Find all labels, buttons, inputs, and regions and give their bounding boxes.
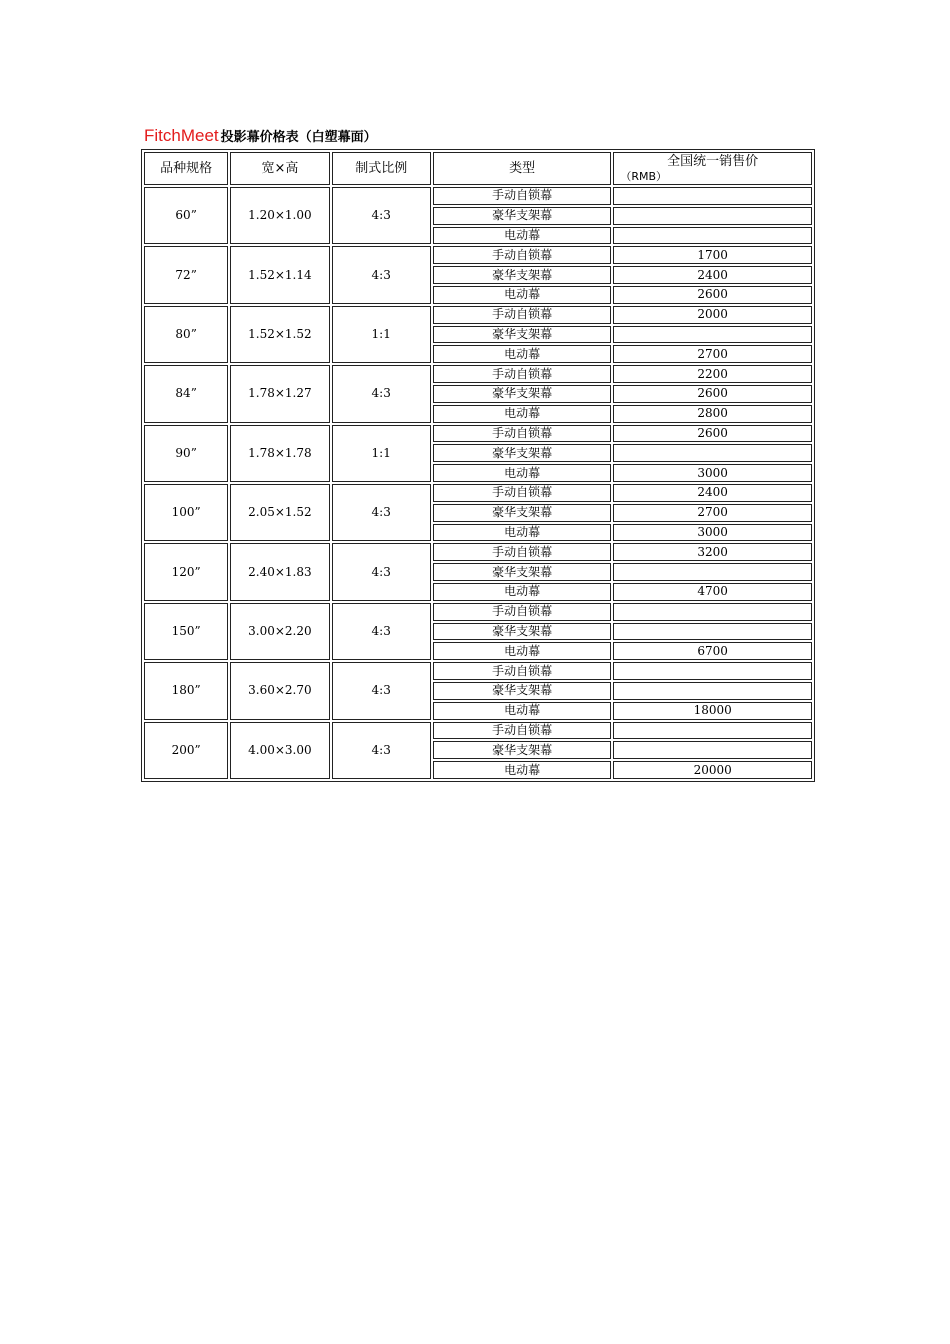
price-cell: 2200 [613,365,812,383]
table-row [144,543,812,561]
type-cell: 手动自锁幕 [433,543,612,561]
ratio-cell: 4:3 [332,246,431,303]
price-cell [613,603,812,621]
ratio-cell: 4:3 [332,662,431,719]
price-cell [613,623,812,641]
dimensions-cell: 1.20×1.00 [230,187,329,244]
price-cell [613,444,812,462]
ratio-cell: 4:3 [332,543,431,600]
type-cell: 电动幕 [433,286,612,304]
header-ratio: 制式比例 [332,152,431,185]
table-row [144,484,812,502]
dimensions-cell: 3.60×2.70 [230,662,329,719]
type-cell: 电动幕 [433,761,612,779]
price-cell [613,207,812,225]
type-cell: 手动自锁幕 [433,187,612,205]
dimensions-cell: 1.52×1.52 [230,306,329,363]
document-title [144,126,377,150]
type-cell: 电动幕 [433,345,612,363]
table-body [144,187,812,779]
price-cell [613,662,812,680]
type-cell: 电动幕 [433,642,612,660]
price-cell: 3200 [613,543,812,561]
price-cell: 1700 [613,246,812,264]
price-table [141,149,815,782]
price-cell: 6700 [613,642,812,660]
price-cell: 2000 [613,306,812,324]
header-dimensions: 宽×高 [230,152,329,185]
ratio-cell: 4:3 [332,187,431,244]
type-cell: 豪华支架幕 [433,326,612,344]
table-row [144,246,812,264]
type-cell: 手动自锁幕 [433,484,612,502]
type-cell: 豪华支架幕 [433,504,612,522]
price-cell: 3000 [613,524,812,542]
table-row [144,425,812,443]
type-cell: 电动幕 [433,227,612,245]
price-cell [613,741,812,759]
ratio-cell: 4:3 [332,603,431,660]
dimensions-cell: 2.05×1.52 [230,484,329,541]
dimensions-cell: 2.40×1.83 [230,543,329,600]
price-cell: 2400 [613,484,812,502]
size-cell: 60” [144,187,228,244]
price-cell [613,326,812,344]
type-cell: 手动自锁幕 [433,722,612,740]
size-cell: 84” [144,365,228,422]
type-cell: 手动自锁幕 [433,306,612,324]
dimensions-cell: 1.52×1.14 [230,246,329,303]
header-spec: 品种规格 [144,152,228,185]
table-row [144,306,812,324]
type-cell: 电动幕 [433,702,612,720]
header-price-unit: （RMB） [620,169,668,183]
type-cell: 豪华支架幕 [433,682,612,700]
ratio-cell: 4:3 [332,484,431,541]
brand-name: FitchMeet [144,126,219,145]
size-cell: 90” [144,425,228,482]
page-title: 投影幕价格表（白塑幕面） [220,130,377,145]
ratio-cell: 4:3 [332,365,431,422]
price-cell: 2700 [613,345,812,363]
size-cell: 120” [144,543,228,600]
price-cell [613,227,812,245]
ratio-cell: 1:1 [332,425,431,482]
price-cell: 2600 [613,425,812,443]
size-cell: 100” [144,484,228,541]
price-cell: 4700 [613,583,812,601]
type-cell: 豪华支架幕 [433,266,612,284]
type-cell: 电动幕 [433,405,612,423]
price-cell: 2600 [613,385,812,403]
price-cell: 2800 [613,405,812,423]
table-row [144,187,812,205]
header-price [613,152,812,185]
table-row [144,722,812,740]
price-cell: 3000 [613,464,812,482]
type-cell: 手动自锁幕 [433,425,612,443]
type-cell: 豪华支架幕 [433,207,612,225]
type-cell: 豪华支架幕 [433,563,612,581]
table-row [144,603,812,621]
header-price-label: 全国统一销售价 [667,153,759,169]
type-cell: 电动幕 [433,524,612,542]
price-cell: 2400 [613,266,812,284]
price-cell [613,682,812,700]
price-cell: 2600 [613,286,812,304]
size-cell: 80” [144,306,228,363]
type-cell: 手动自锁幕 [433,365,612,383]
price-cell: 2700 [613,504,812,522]
type-cell: 电动幕 [433,464,612,482]
type-cell: 电动幕 [433,583,612,601]
type-cell: 手动自锁幕 [433,662,612,680]
dimensions-cell: 1.78×1.78 [230,425,329,482]
type-cell: 手动自锁幕 [433,603,612,621]
table-row [144,365,812,383]
ratio-cell: 1:1 [332,306,431,363]
price-cell: 18000 [613,702,812,720]
price-cell [613,187,812,205]
size-cell: 72” [144,246,228,303]
type-cell: 豪华支架幕 [433,741,612,759]
price-cell [613,722,812,740]
ratio-cell: 4:3 [332,722,431,779]
header-type: 类型 [433,152,612,185]
price-cell [613,563,812,581]
dimensions-cell: 3.00×2.20 [230,603,329,660]
price-cell: 20000 [613,761,812,779]
type-cell: 豪华支架幕 [433,444,612,462]
dimensions-cell: 1.78×1.27 [230,365,329,422]
size-cell: 180” [144,662,228,719]
dimensions-cell: 4.00×3.00 [230,722,329,779]
table-header-row [144,152,812,185]
type-cell: 豪华支架幕 [433,623,612,641]
size-cell: 150” [144,603,228,660]
table-row [144,662,812,680]
type-cell: 手动自锁幕 [433,246,612,264]
type-cell: 豪华支架幕 [433,385,612,403]
size-cell: 200” [144,722,228,779]
